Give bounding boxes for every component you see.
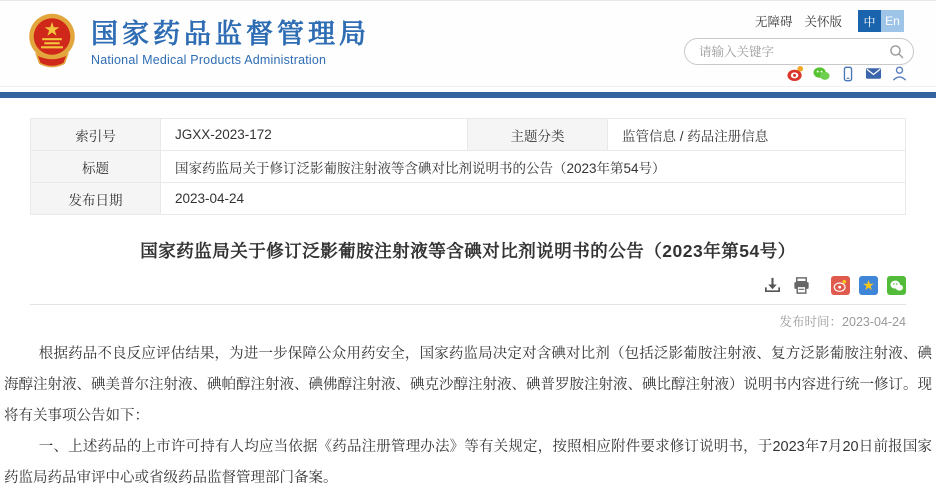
meta-category-value: 监管信息 / 药品注册信息 bbox=[608, 119, 906, 151]
mobile-icon[interactable] bbox=[839, 65, 856, 82]
meta-date-value: 2023-04-24 bbox=[161, 183, 906, 215]
article-body bbox=[4, 339, 932, 494]
accessibility-link[interactable]: 无障碍 bbox=[754, 15, 793, 29]
user-icon[interactable] bbox=[891, 65, 908, 82]
meta-index-label: 索引号 bbox=[31, 119, 161, 151]
print-icon[interactable] bbox=[791, 275, 811, 295]
download-icon[interactable] bbox=[762, 275, 782, 295]
share-wechat-icon[interactable] bbox=[887, 276, 906, 295]
site-header bbox=[0, 1, 936, 87]
table-row bbox=[31, 151, 906, 183]
meta-date-label: 发布日期 bbox=[31, 183, 161, 215]
document-meta-table bbox=[30, 118, 906, 215]
header-utility-row bbox=[755, 10, 904, 32]
search-icon[interactable] bbox=[889, 44, 905, 60]
meta-title-label: 标题 bbox=[31, 151, 161, 183]
article-title: 国家药监局关于修订泛影葡胺注射液等含碘对比剂说明书的公告（2023年第54号） bbox=[140, 241, 796, 261]
content-area bbox=[30, 118, 906, 330]
weibo-icon[interactable] bbox=[787, 65, 804, 82]
site-names bbox=[91, 19, 370, 67]
meta-title-value: 国家药监局关于修订泛影葡胺注射液等含碘对比剂说明书的公告（2023年第54号） bbox=[161, 151, 906, 183]
share-weibo-icon[interactable] bbox=[831, 276, 850, 295]
table-row bbox=[31, 183, 906, 215]
search-box[interactable] bbox=[684, 38, 914, 65]
meta-index-value: JGXX-2023-172 bbox=[161, 119, 468, 151]
site-title-en: National Medical Products Administration bbox=[91, 53, 327, 68]
national-emblem-icon bbox=[26, 12, 78, 74]
meta-category-label: 主题分类 bbox=[468, 119, 608, 151]
publish-time: 发布时间：2023-04-24 bbox=[779, 315, 906, 329]
header-social-row bbox=[787, 65, 908, 82]
wechat-icon[interactable] bbox=[813, 65, 830, 82]
article-paragraph: 根据药品不良反应评估结果，为进一步保障公众用药安全，国家药监局决定对含碘对比剂（包括泛影葡胺注射液、复方泛影葡胺注射液、碘海醇注射液、碘美普尔注射液、碘帕醇注射液、碘佛醇注射液、碘克沙醇注射液、碘普罗胺注射液、碘比醇注射液）说明书内容进行统一修订。现将有关事项公告如下： bbox=[4, 346, 932, 424]
language-toggle bbox=[858, 10, 904, 32]
article-paragraph: 一、上述药品的上市许可持有人均应当依据《药品注册管理办法》等有关规定，按照相应附件要求修订说明书，于2023年7月20日前报国家药监局药品审评中心或省级药品监督管理部门备案。 bbox=[4, 439, 932, 486]
article-tools-row bbox=[30, 275, 906, 305]
table-row bbox=[31, 119, 906, 151]
header-divider-bar bbox=[0, 92, 936, 98]
lang-english-button[interactable]: En bbox=[881, 10, 904, 32]
site-logo[interactable] bbox=[26, 12, 370, 74]
search-input[interactable] bbox=[699, 45, 889, 59]
email-icon[interactable] bbox=[865, 65, 882, 82]
share-qzone-icon[interactable]: ★ bbox=[859, 276, 878, 295]
site-title-cn: 国家药品监督管理局 bbox=[91, 18, 370, 49]
lang-chinese-button[interactable]: 中 bbox=[858, 10, 881, 32]
care-version-link[interactable]: 关怀版 bbox=[804, 15, 842, 29]
